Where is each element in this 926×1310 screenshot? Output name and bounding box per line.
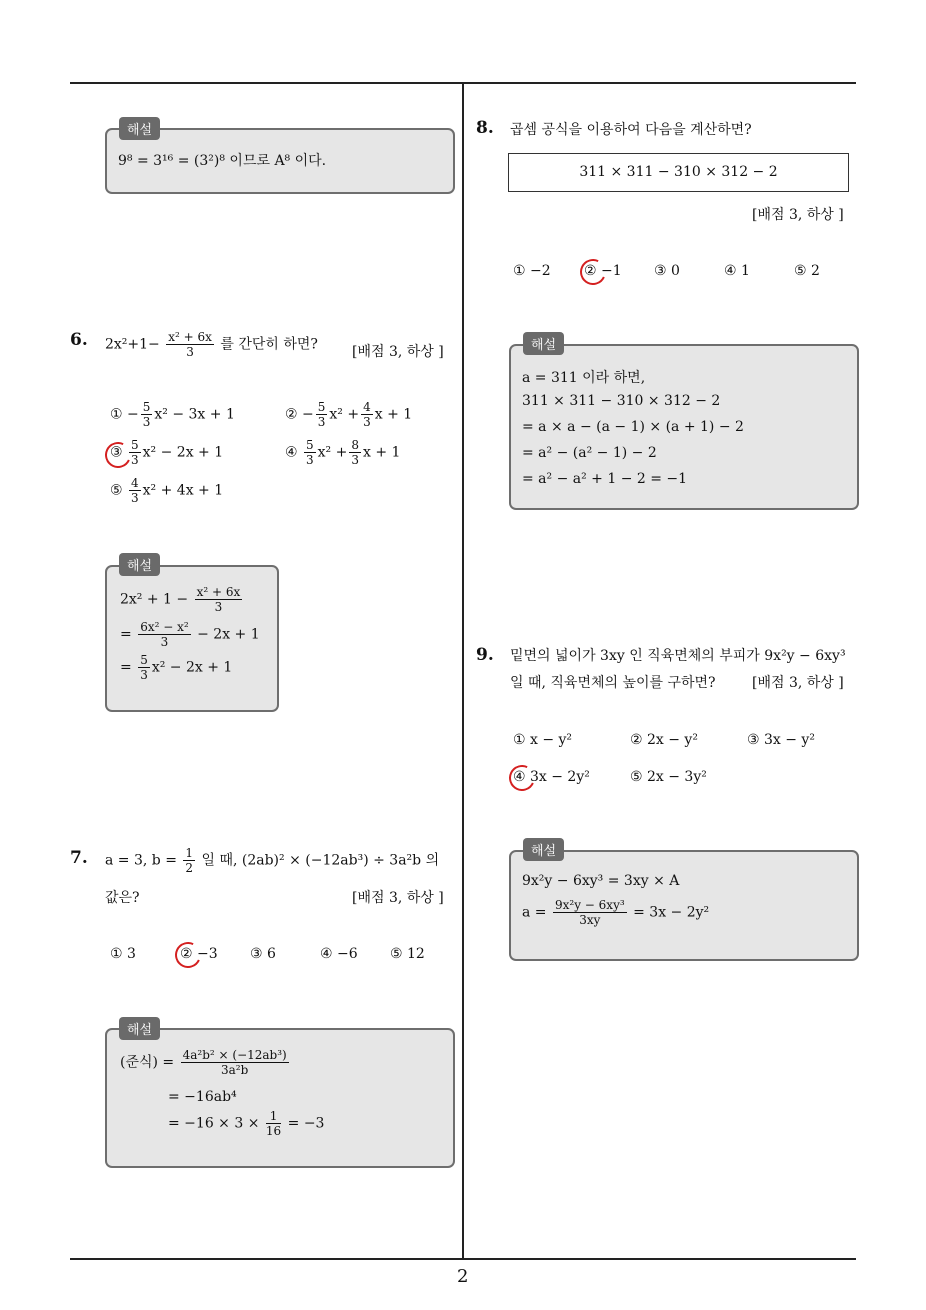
q6-c3-den: 3 [131,453,139,467]
q6-number: 6. [70,330,88,350]
q7-choice-2[interactable]: ② −3 [180,946,218,962]
q7-score: [배점 3, 하상 ] [352,890,444,906]
q8-choice-5[interactable]: ⑤ 2 [794,263,820,279]
q6-choice-1-mark: ① [110,406,123,423]
q8-exp-line-1: a = 311 이라 하면, [522,370,646,386]
q6-score: [배점 3, 하상 ] [352,344,444,360]
q7-exp-l3-frac [266,1109,281,1138]
q6-exp-l2-num: 6x² − x² [140,620,189,634]
q8-question: 곱셈 공식을 이용하여 다음을 계산하면? [510,122,752,138]
q6-choice-5[interactable] [110,476,223,505]
q6-choice-1-sign: − [127,406,139,423]
q7-line1-frac [183,846,195,875]
q6-choice-2-frac [316,400,328,429]
q8-score: [배점 3, 하상 ] [752,207,844,223]
q6-frac-den: 3 [186,345,194,359]
q8-choice-2[interactable]: ② −1 [584,263,622,279]
q7-choice-3[interactable]: ③ 6 [250,946,276,962]
bottom-rule [70,1258,856,1260]
q9-exp-l2-den: 3xy [579,913,601,927]
q7-exp-l3-num: 1 [266,1109,281,1124]
q9-choice-3[interactable]: ③ 3x − y² [747,732,815,748]
q9-number: 9. [476,645,494,665]
q6-exp-l1-frac [195,585,243,614]
q9-choice-4[interactable]: ④ 3x − 2y² [513,769,590,785]
q6-choice-4-rest: x² + [317,444,348,461]
q6-choice-5-mark: ⑤ [110,482,123,499]
q6-c4-den: 3 [306,453,314,467]
q9-exp-l2-frac [553,898,627,927]
q9-explanation-tag: 해설 [523,838,564,861]
q9-exp-l2-pre: a = [522,904,547,921]
q9-exp-line-1: 9x²y − 6xy³ = 3xy × A [522,873,680,889]
q7-number: 7. [70,848,88,868]
q6-c1-den: 3 [142,415,151,429]
q6-choice-5-frac [129,476,141,505]
q6-choice-1-frac [141,400,153,429]
q6-exp-l3-pre: = [120,659,132,676]
q8-exp-line-5: = a² − a² + 1 − 2 = −1 [522,471,688,487]
q6-choice-2[interactable] [285,400,412,429]
q9-choice-5[interactable]: ⑤ 2x − 3y² [630,769,707,785]
column-divider [462,83,464,1259]
q5-explanation-tag: 해설 [119,117,160,140]
q5-explanation-text: 9⁸ = 3¹⁶ = (3²)⁸ 이므로 A⁸ 이다. [118,153,327,169]
q6-c2-num2: 4 [363,400,371,414]
q7-choice-1[interactable]: ① 3 [110,946,136,962]
q6-choice-1[interactable] [110,400,235,429]
q7-line1-num: 1 [185,846,194,860]
q8-number: 8. [476,118,494,138]
q6-question-post: 를 간단히 하면? [220,336,318,353]
q6-c5-den: 3 [131,491,139,505]
q6-exp-l3-post: x² − 2x + 1 [151,659,233,676]
q6-exp-line-2 [120,620,260,649]
q9-answer-circle [505,761,538,794]
q6-exp-l2-pre: = [120,626,132,643]
q6-c2-den: 3 [317,415,326,429]
q9-exp-l2-num: 9x²y − 6xy³ [554,898,625,912]
q6-choice-5-rest: x² + 4x + 1 [142,482,224,499]
q6-c4-num2: 8 [351,438,359,452]
q6-question-pre: 2x²+1− [105,336,160,353]
q6-c4-den2: 3 [351,453,359,467]
q6-exp-l1-num: x² + 6x [196,585,241,599]
q6-choice-2-mark: ② [285,406,298,423]
q7-line1-pre: a = 3, b = [105,852,177,869]
q8-boxed-expression: 311 × 311 − 310 × 312 − 2 [508,153,849,192]
q6-exp-l2-den: 3 [160,635,169,649]
q6-c5-num: 4 [131,476,139,490]
q7-choice-4[interactable]: ④ −6 [320,946,358,962]
q6-choice-2-sign: − [302,406,314,423]
q6-choice-4-rest2: x + 1 [363,444,401,461]
q7-line1-den: 2 [185,861,194,875]
q6-choice-4-frac [304,438,316,467]
q6-choice-3-rest: x² − 2x + 1 [142,444,224,461]
q8-exp-line-2: 311 × 311 − 310 × 312 − 2 [522,393,721,409]
q6-exp-l2-post: − 2x + 1 [197,626,260,643]
q6-c1-num: 5 [142,400,151,414]
page-number: 2 [457,1266,469,1287]
q9-question-line-2: 일 때, 직육면체의 높이를 구하면? [510,675,716,691]
q7-answer-circle [171,938,204,971]
q8-answer-circle [576,255,609,288]
q7-exp-line-1 [120,1048,291,1077]
q6-question-fraction [166,330,214,359]
q7-exp-l3-post: = −3 [287,1115,325,1132]
q8-exp-line-3: = a × a − (a − 1) × (a + 1) − 2 [522,419,744,435]
q7-exp-l1-pre: (준식) = [120,1054,175,1071]
q6-question [105,330,318,359]
q6-choice-2-rest2: x + 1 [374,406,413,423]
q6-choice-4-mark: ④ [285,444,298,461]
q8-choice-1[interactable]: ① −2 [513,263,551,279]
q7-choice-5[interactable]: ⑤ 12 [390,946,425,962]
q7-exp-l1-frac [181,1048,289,1077]
q7-exp-line-3 [168,1109,324,1138]
q9-exp-line-2 [522,898,709,927]
q7-exp-l1-den: 3a²b [221,1063,249,1077]
q9-score: [배점 3, 하상 ] [752,675,844,691]
q6-exp-l1-den: 3 [214,600,223,614]
q8-exp-line-4: = a² − (a² − 1) − 2 [522,445,657,461]
q7-question-line-1 [105,846,439,875]
q6-c2-den2: 3 [363,415,371,429]
q6-choice-2-rest: x² + [329,406,360,423]
q7-question-line-2: 값은? [105,890,140,906]
q6-c4-num: 5 [306,438,314,452]
q7-exp-l3-den: 16 [265,1124,282,1138]
q6-c2-num: 5 [317,400,326,414]
q9-choice-2[interactable]: ② 2x − y² [630,732,698,748]
q9-question-line-1: 밑면의 넓이가 3xy 인 직육면체의 부피가 9x²y − 6xy³ [510,648,846,664]
q6-explanation-tag: 해설 [119,553,160,576]
q7-exp-l3-pre: = −16 × 3 × [168,1115,260,1132]
q6-choice-4[interactable] [285,438,400,467]
q6-choice-3-mark: ③ [110,444,123,461]
q9-exp-l2-post: = 3x − 2y² [633,904,710,921]
q6-exp-l1-pre: 2x² + 1 − [120,591,189,608]
q6-exp-l2-frac [138,620,190,649]
q6-exp-line-1 [120,585,244,614]
q7-exp-line-2: = −16ab⁴ [168,1089,237,1105]
q6-c3-num: 5 [131,438,139,452]
q6-choice-2-frac2 [361,400,373,429]
q6-choice-4-frac2 [349,438,361,467]
q7-explanation-tag: 해설 [119,1017,160,1040]
q6-frac-num: x² + 6x [168,330,212,344]
q6-exp-l3-den: 3 [140,668,148,682]
q6-exp-line-3 [120,653,232,682]
q8-explanation-tag: 해설 [523,332,564,355]
q8-choice-4[interactable]: ④ 1 [724,263,750,279]
q6-exp-l3-num: 5 [140,653,148,667]
q6-exp-l3-frac [138,653,150,682]
q7-line1-post: 일 때, (2ab)² × (−12ab³) ÷ 3a²b 의 [201,852,440,869]
q7-exp-l1-num: 4a²b² × (−12ab³) [182,1048,287,1062]
q6-choice-1-rest: x² − 3x + 1 [154,406,235,423]
q8-choice-3[interactable]: ③ 0 [654,263,680,279]
q9-choice-1[interactable]: ① x − y² [513,732,573,748]
